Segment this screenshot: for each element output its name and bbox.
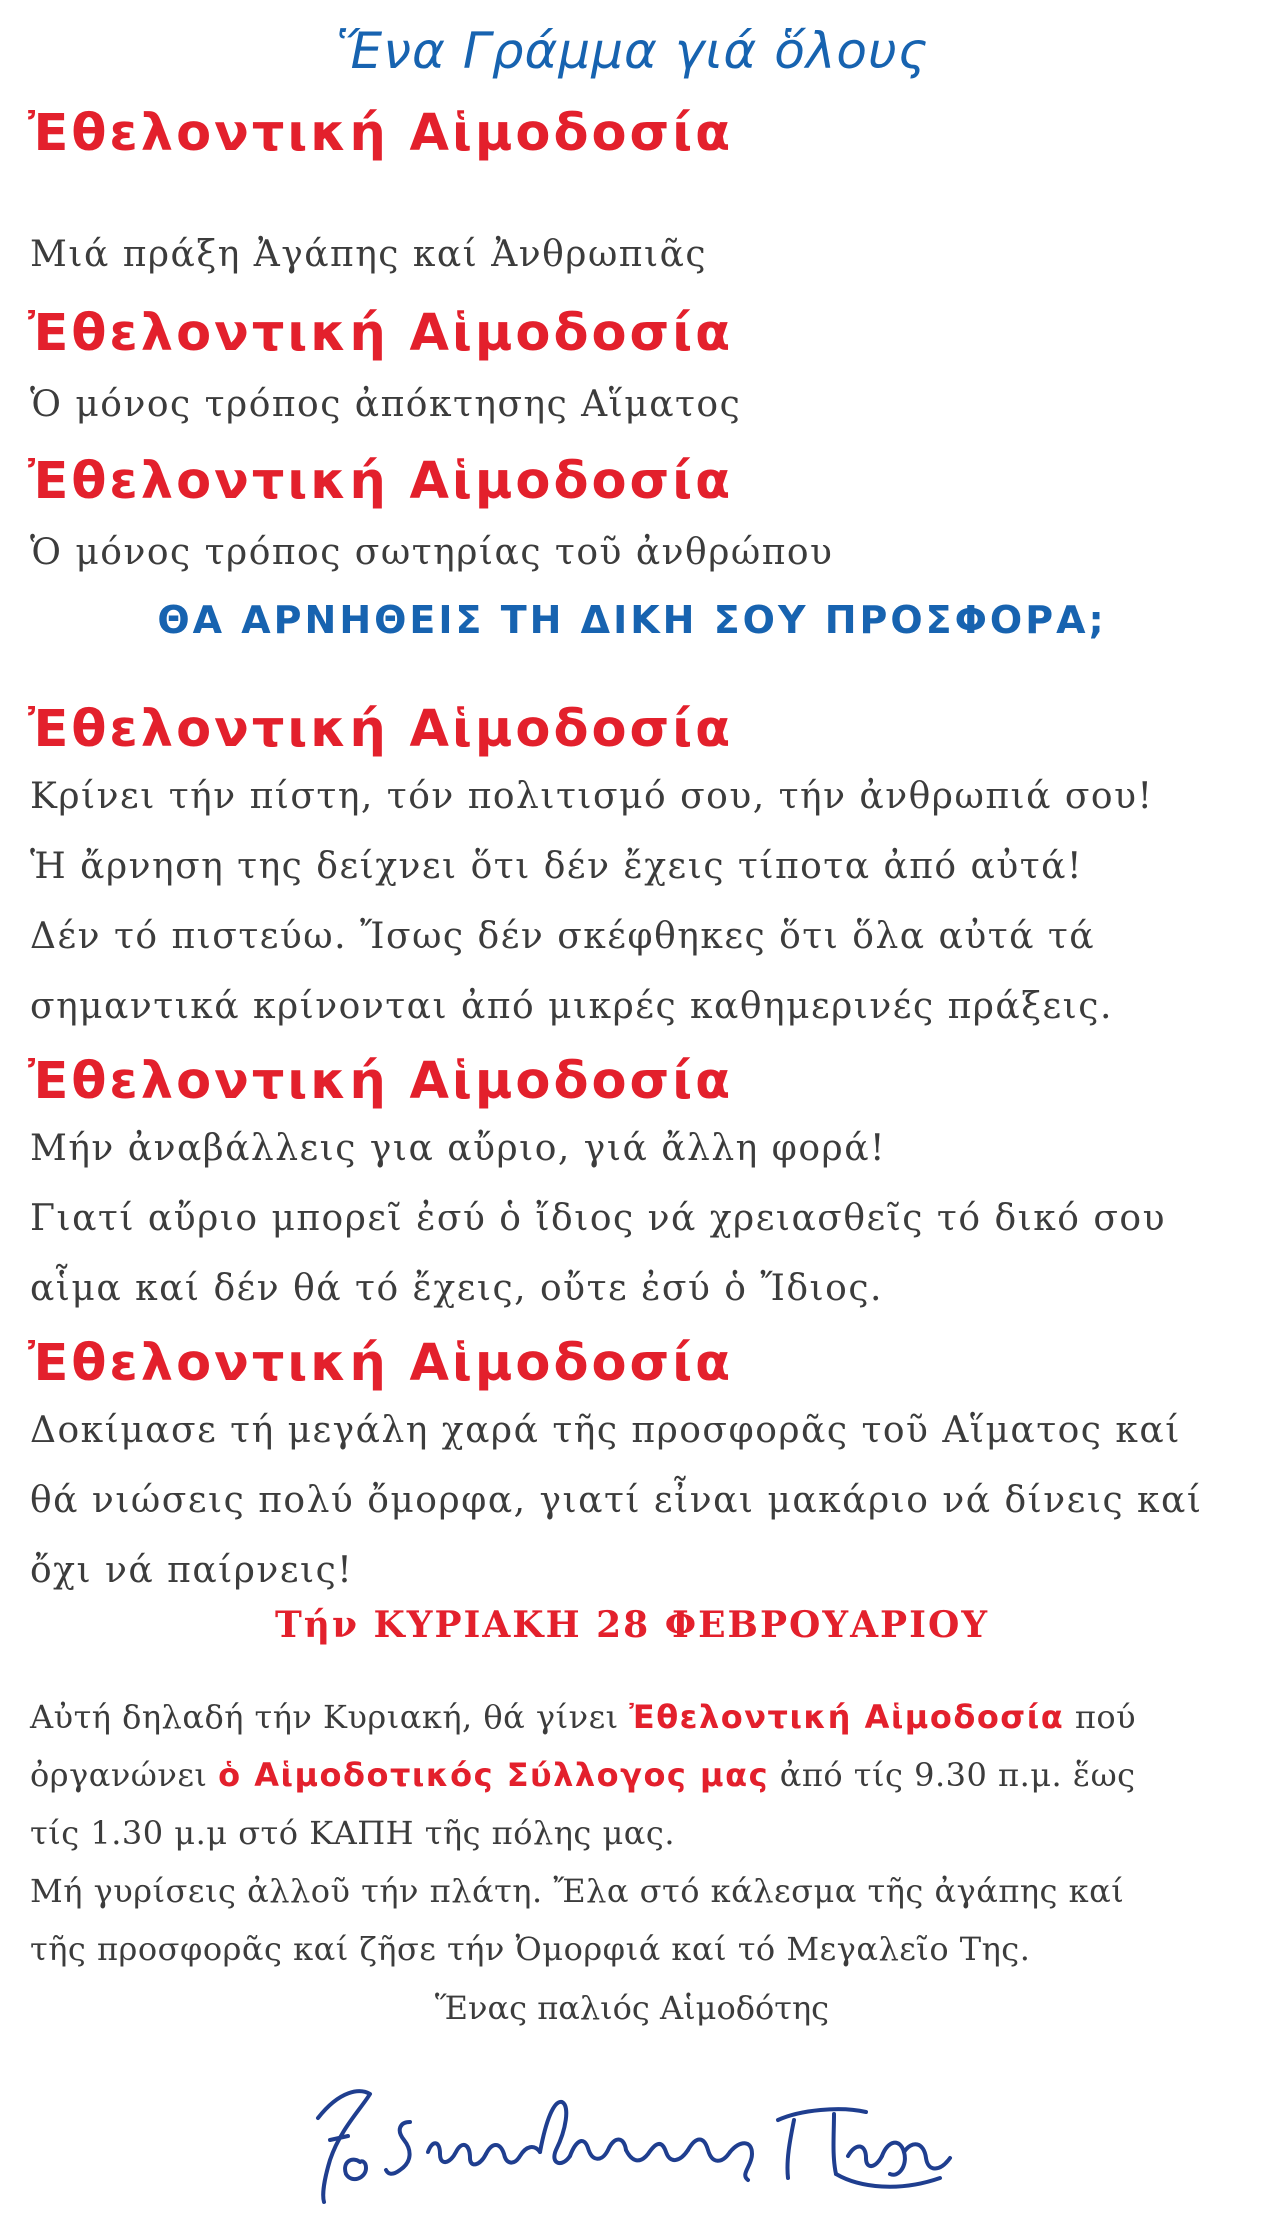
- text-line: αἷμα καί δέν θά τό ἔχεις, οὔτε ἐσύ ὁ Ἴδιος.: [30, 1268, 883, 1309]
- red-heading: Ἐθελοντική Αἱμοδοσία: [28, 1334, 734, 1393]
- closing-text: ἀπό τίς 9.30 π.μ. ἕως: [769, 1756, 1136, 1794]
- page-title: Ἕνα Γράμμα γιά ὅλους: [335, 22, 929, 80]
- red-heading: Ἐθελοντική Αἱμοδοσία: [28, 304, 734, 363]
- text-line: Κρίνει τήν πίστη, τόν πολιτισμό σου, τήν ἀνθρωπιά σου!: [30, 776, 1154, 817]
- closing-line: τῆς προσφορᾶς καί ζῆσε τήν Ὀμορφιά καί τό Μεγαλεῖο Της.: [30, 1930, 1031, 1968]
- text-line: σημαντικά κρίνονται ἀπό μικρές καθημερινές πράξεις.: [30, 986, 1113, 1027]
- closing-highlight: ὁ Αἱμοδοτικός Σύλλογος μας: [218, 1756, 770, 1794]
- question-line: ΘΑ ΑΡΝΗΘΕΙΣ ΤΗ ΔΙΚΗ ΣΟΥ ΠΡΟΣΦΟΡΑ;: [157, 598, 1107, 642]
- text-line: Ὁ μόνος τρόπος σωτηρίας τοῦ ἀνθρώπου: [30, 532, 834, 573]
- red-heading: Ἐθελοντική Αἱμοδοσία: [28, 104, 734, 163]
- handwritten-signature: [300, 2070, 980, 2210]
- text-line: Ἡ ἄρνηση της δείχνει ὅτι δέν ἔχεις τίποτα ἀπό αὐτά!: [30, 846, 1083, 887]
- signoff: Ἕνας παλιός Αἱμοδότης: [434, 1989, 830, 2027]
- text-line: Μιά πράξη Ἀγάπης καί Ἀνθρωπιᾶς: [30, 234, 708, 275]
- text-line: θά νιώσεις πολύ ὄμορφα, γιατί εἶναι μακάριο νά δίνεις καί: [30, 1480, 1203, 1521]
- closing-line: τίς 1.30 μ.μ στό ΚΑΠΗ τῆς πόλης μας.: [30, 1814, 675, 1852]
- closing-line: [30, 1698, 1136, 1736]
- red-heading: Ἐθελοντική Αἱμοδοσία: [28, 700, 734, 759]
- text-line: ὄχι νά παίρνεις!: [30, 1550, 354, 1591]
- closing-text: Αὐτή δηλαδή τήν Κυριακή, θά γίνει: [30, 1698, 630, 1736]
- red-heading: Ἐθελοντική Αἱμοδοσία: [28, 452, 734, 511]
- closing-highlight: Ἐθελοντική Αἱμοδοσία: [629, 1698, 1065, 1736]
- text-line: Ὁ μόνος τρόπος ἀπόκτησης Αἵματος: [30, 384, 742, 425]
- text-line: Μήν ἀναβάλλεις για αὔριο, γιά ἄλλη φορά!: [30, 1128, 886, 1169]
- date-line: Τήν ΚΥΡΙΑΚΗ 28 ΦΕΒΡΟΥΑΡΙΟΥ: [274, 1604, 990, 1646]
- closing-line: [30, 1756, 1136, 1794]
- text-line: Δέν τό πιστεύω. Ἴσως δέν σκέφθηκες ὅτι ὅλα αὐτά τά: [30, 916, 1096, 957]
- text-line: Δοκίμασε τή μεγάλη χαρά τῆς προσφορᾶς τοῦ Αἵματος καί: [30, 1410, 1181, 1451]
- text-line: Γιατί αὔριο μπορεῖ ἐσύ ὁ ἴδιος νά χρειασθεῖς τό δικό σου: [30, 1198, 1166, 1239]
- closing-text: πού: [1064, 1698, 1137, 1736]
- closing-text: ὀργανώνει: [30, 1756, 219, 1794]
- red-heading: Ἐθελοντική Αἱμοδοσία: [28, 1052, 734, 1111]
- closing-line: Μή γυρίσεις ἀλλοῦ τήν πλάτη. Ἔλα στό κάλεσμα τῆς ἀγάπης καί: [30, 1872, 1125, 1910]
